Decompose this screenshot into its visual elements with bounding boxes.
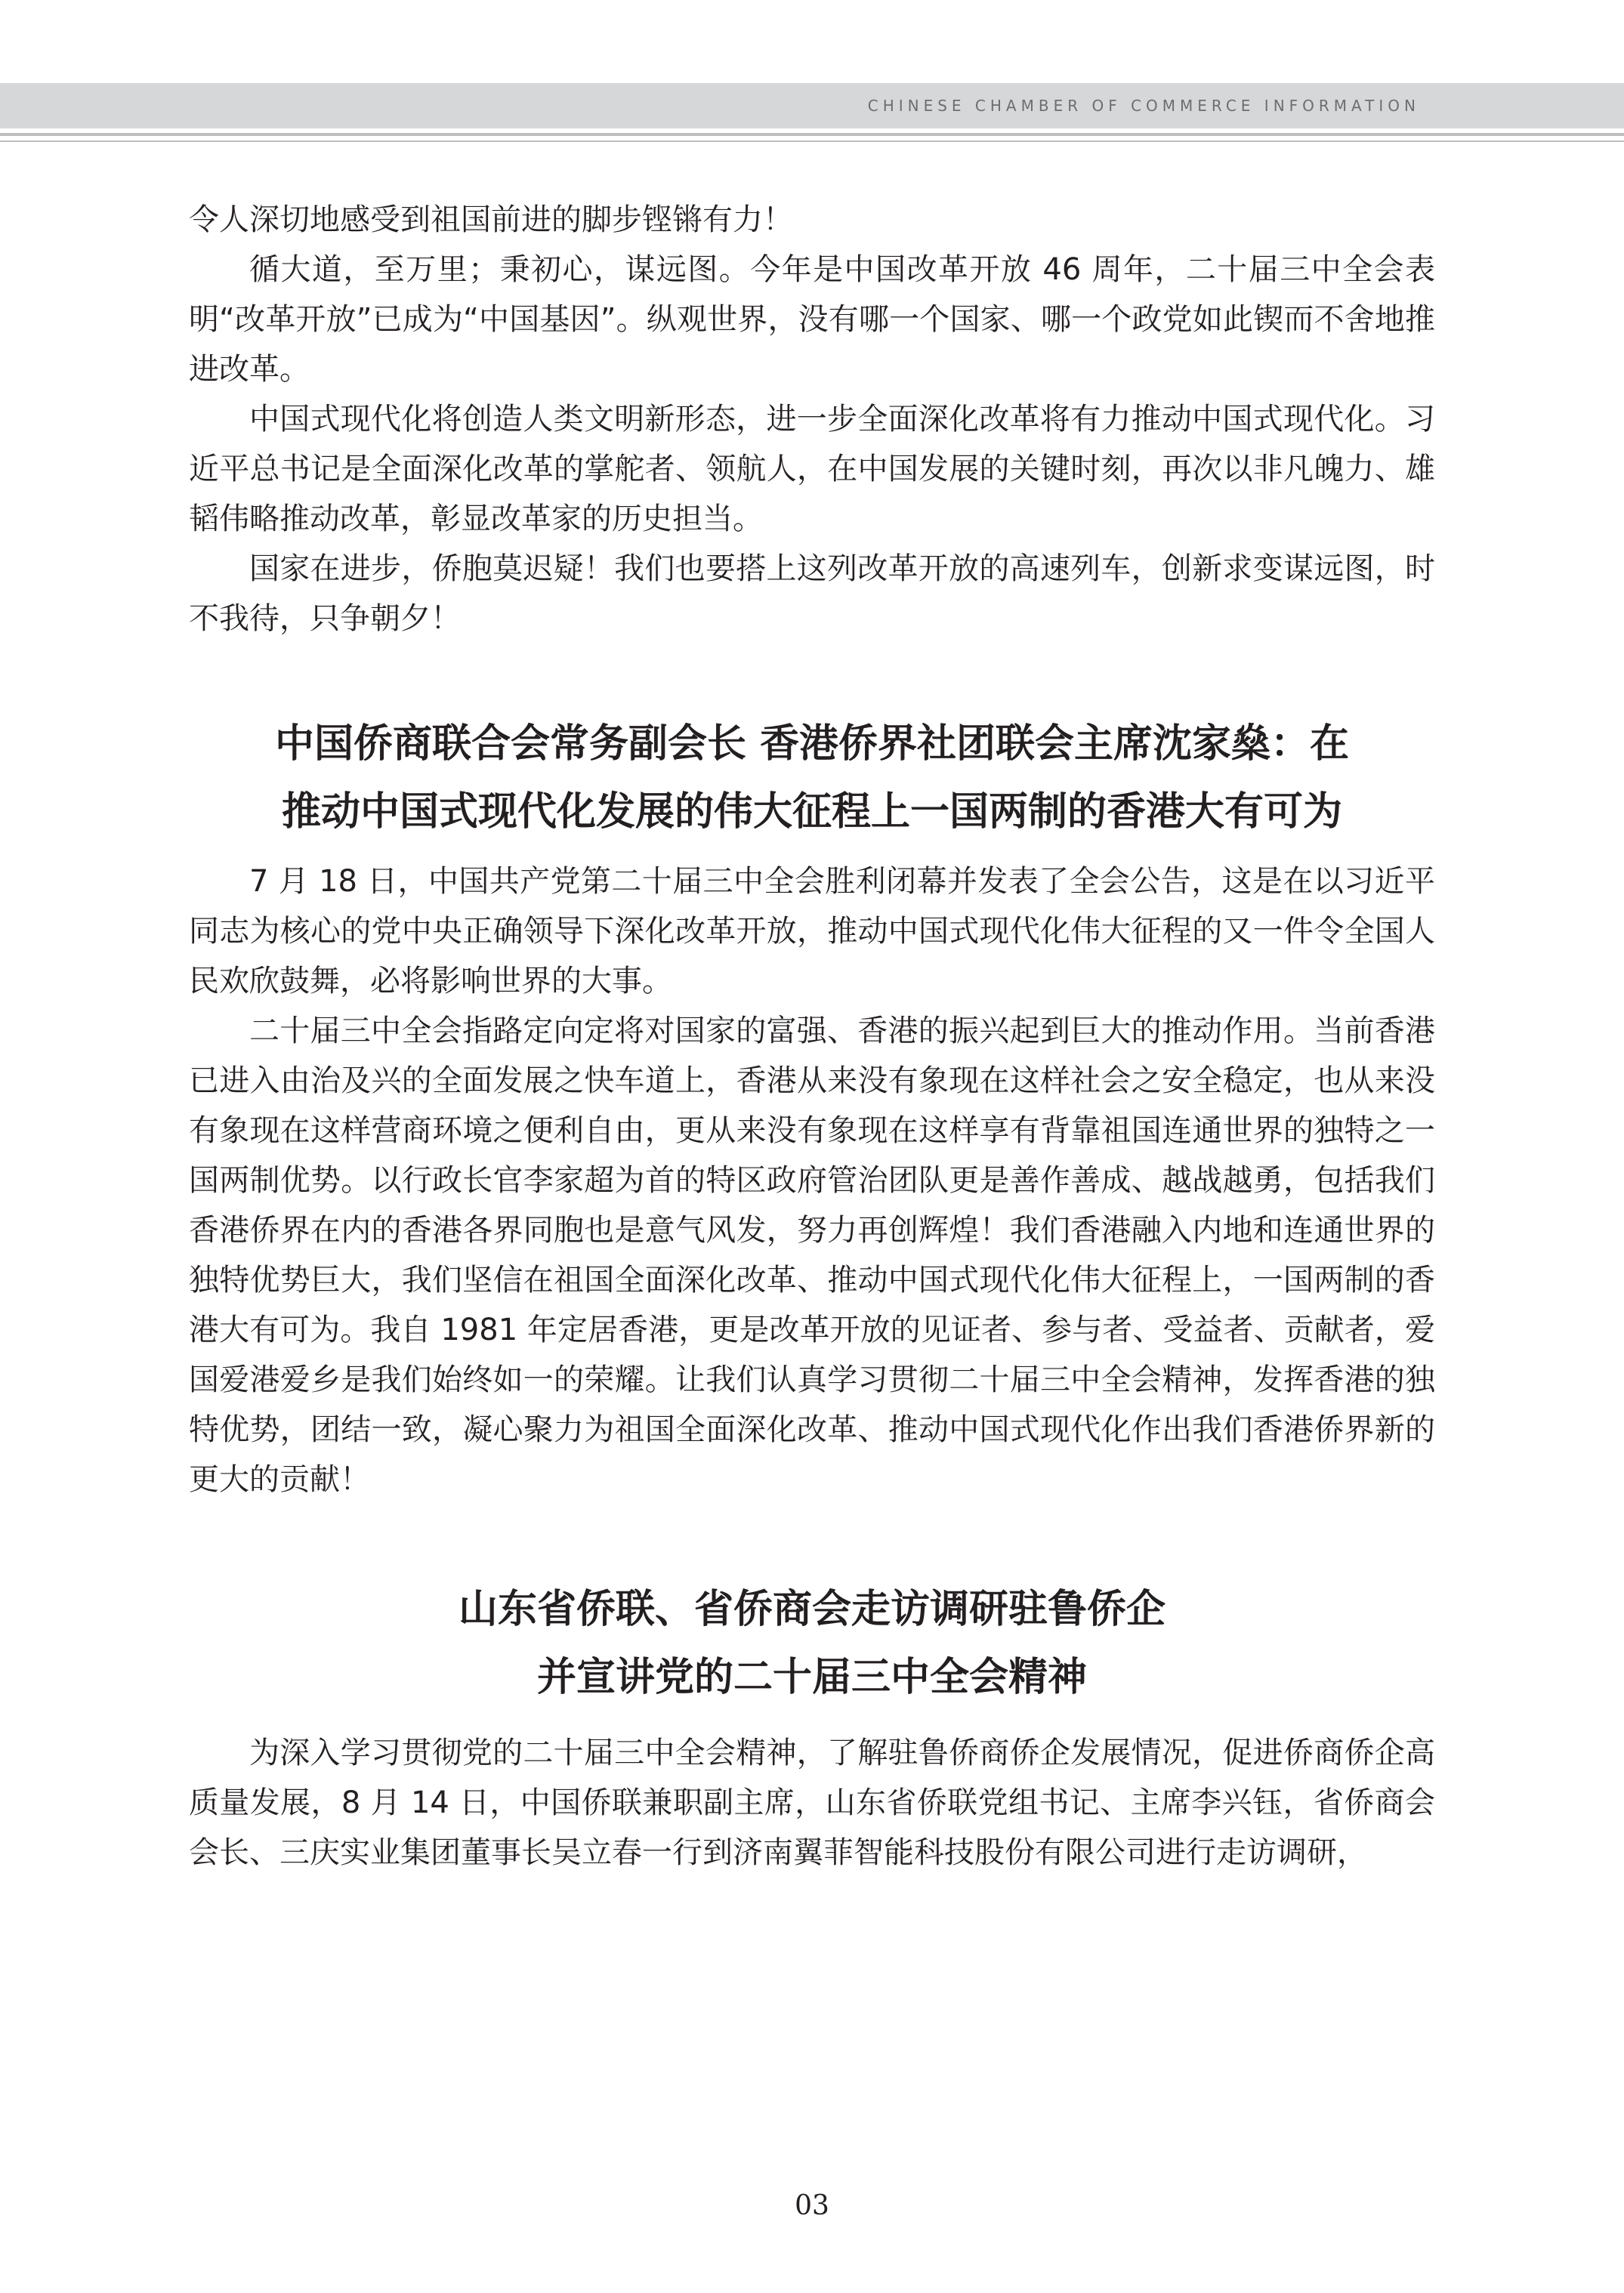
paragraph: 为深入学习贯彻党的二十届三中全会精神，了解驻鲁侨商侨企发展情况，促进侨商侨企高质量发展，8 月 14 日，中国侨联兼职副主席，山东省侨联党组书记、主席李兴钰，省侨商会会长、三庆实业集团董事长吴立春一行到济南翼菲智能科技股份有限公司进行走访调研， (189, 1736, 1435, 1870)
article-shen-jiashen (189, 710, 1435, 1504)
article-title-line-2: 推动中国式现代化发展的伟大征程上一国两制的香港大有可为 (281, 789, 1342, 835)
article-title-line-1: 中国侨商联合会常务副会长 香港侨界社团联会主席沈家燊：在 (274, 721, 1350, 767)
article-title (189, 1575, 1435, 1711)
article-title-line-2: 并宣讲党的二十届三中全会精神 (536, 1655, 1087, 1700)
article-title-line-1: 山东省侨联、省侨商会走访调研驻鲁侨企 (458, 1587, 1166, 1632)
page-number: 03 (795, 2190, 829, 2221)
article-title (189, 710, 1435, 846)
paragraph: 二十届三中全会指路定向定将对国家的富强、香港的振兴起到巨大的推动作用。当前香港已进入由治及兴的全面发展之快车道上，香港从来没有象现在这样社会之安全稳定，也从来没有象现在这样营商环境之便利自由，更从来没有象现在这样享有背靠祖国连通世界的独特之一国两制优势。以行政长官李家超为首的特区政府管治团队更是善作善成、越战越勇，包括我们香港侨界在内的香港各界同胞也是意气风发，努力再创辉煌！我们香港融入内地和连通世界的独特优势巨大，我们坚信在祖国全面深化改革、推动中国式现代化伟大征程上，一国两制的香港大有可为。我自 1981 年定居香港，更是改革开放的见证者、参与者、受益者、贡献者，爱国爱港爱乡是我们始终如一的荣耀。让我们认真学习贯彻二十届三中全会精神，发挥香港的独特优势，团结一致，凝心聚力为祖国全面深化改革、推动中国式现代化作出我们香港侨界新的更大的贡献！ (189, 1014, 1435, 1497)
header-rule-thin (0, 140, 1624, 142)
paragraph: 中国式现代化将创造人类文明新形态，进一步全面深化改革将有力推动中国式现代化。习近平总书记是全面深化改革的掌舵者、领航人，在中国发展的关键时刻，再次以非凡魄力、雄韬伟略推动改革，彰显改革家的历史担当。 (189, 402, 1435, 536)
paragraph: 7 月 18 日，中国共产党第二十届三中全会胜利闭幕并发表了全会公告，这是在以习近平同志为核心的党中央正确领导下深化改革开放，推动中国式现代化伟大征程的又一件令全国人民欢欣鼓舞，必将影响世界的大事。 (189, 864, 1435, 998)
paragraph: 令人深切地感受到祖国前进的脚步铿锵有力！ (189, 202, 793, 237)
page-content (189, 195, 1435, 1878)
intro-section (189, 195, 1435, 643)
publication-banner: CHINESE CHAMBER OF COMMERCE INFORMATION (867, 97, 1420, 115)
header-rule (0, 133, 1624, 136)
paragraph: 国家在进步，侨胞莫迟疑！我们也要搭上这列改革开放的高速列车，创新求变谋远图，时不我待，只争朝夕！ (189, 551, 1435, 636)
article-shandong (189, 1575, 1435, 1878)
paragraph: 循大道，至万里；秉初心，谋远图。今年是中国改革开放 46 周年，二十届三中全会表明“改革开放”已成为“中国基因”。纵观世界，没有哪一个国家、哪一个政党如此锲而不舍地推进改革。 (189, 252, 1435, 387)
